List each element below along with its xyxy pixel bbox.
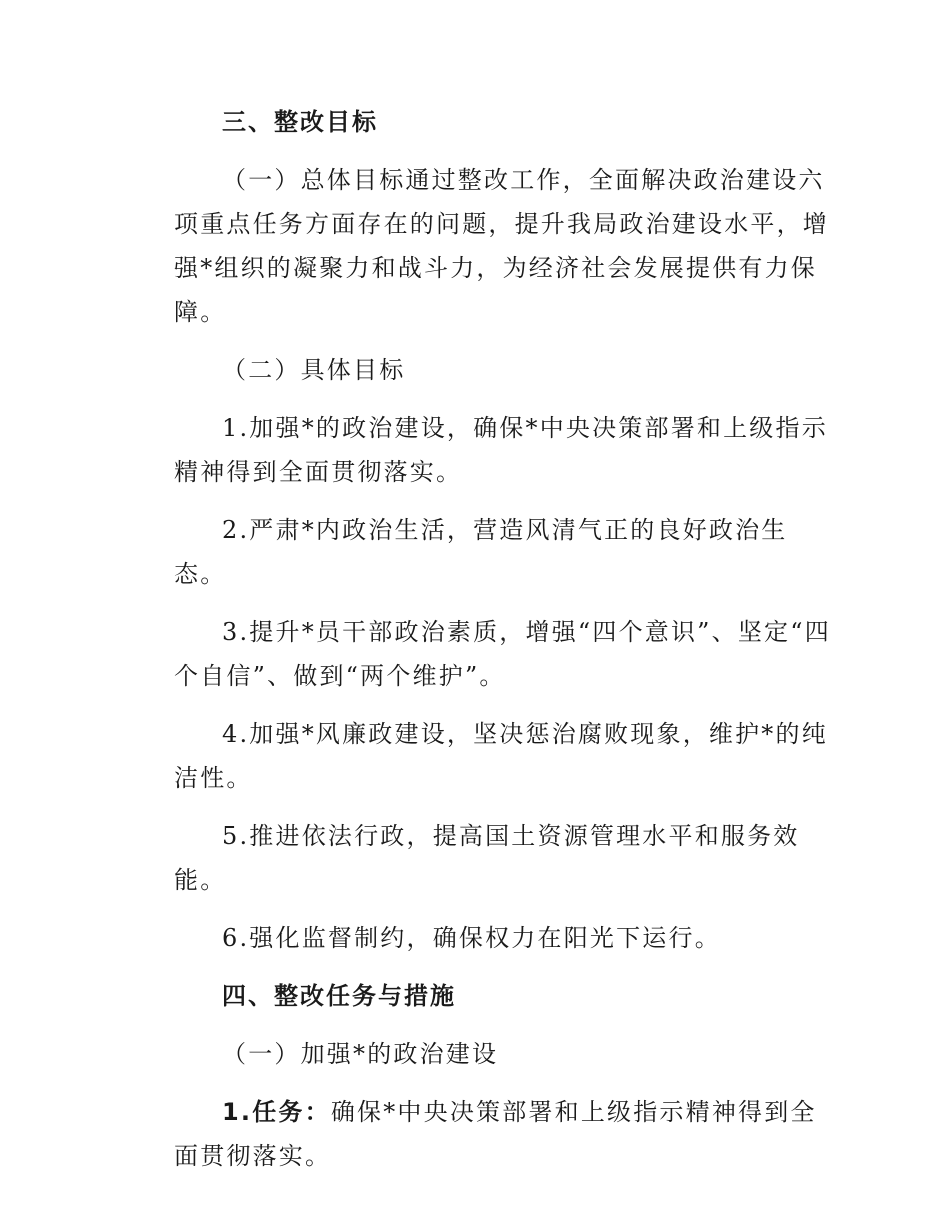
section-heading-goals: 三、整改目标: [222, 108, 378, 136]
goal-item-5: 5.推进依法行政，提高国土资源管理水平和服务效能。: [174, 822, 800, 894]
goal-item-2: 2.严肃*内政治生活，营造风清气正的良好政治生态。: [174, 516, 788, 588]
document-page: [174, 100, 834, 1192]
task-paragraph: [174, 1090, 834, 1178]
overall-goal-paragraph: （一）总体目标通过整改工作，全面解决政治建设六项重点任务方面存在的问题，提升我局政治建设水平，增强*组织的凝聚力和战斗力，为经济社会发展提供有力保障。: [174, 166, 829, 326]
goal-item-6: 6.强化监督制约，确保权力在阳光下运行。: [222, 924, 721, 952]
section-heading-tasks: 四、整改任务与措施: [222, 982, 456, 1010]
goal-item-1: 1.加强*的政治建设，确保*中央决策部署和上级指示精神得到全面贯彻落实。: [174, 414, 828, 486]
task-label: 1.任务：: [222, 1098, 331, 1126]
subsection-heading-political: （一）加强*的政治建设: [222, 1040, 499, 1068]
task-text: 确保*中央决策部署和上级指示精神得到全面贯彻落实。: [174, 1098, 817, 1170]
goal-item-3: 3.提升*员干部政治素质，增强“四个意识”、坚定“四个自信”、做到“两个维护”。: [174, 618, 831, 690]
goal-item-4: 4.加强*风廉政建设，坚决惩治腐败现象，维护*的纯洁性。: [174, 720, 828, 792]
specific-goals-heading: （二）具体目标: [222, 356, 406, 384]
